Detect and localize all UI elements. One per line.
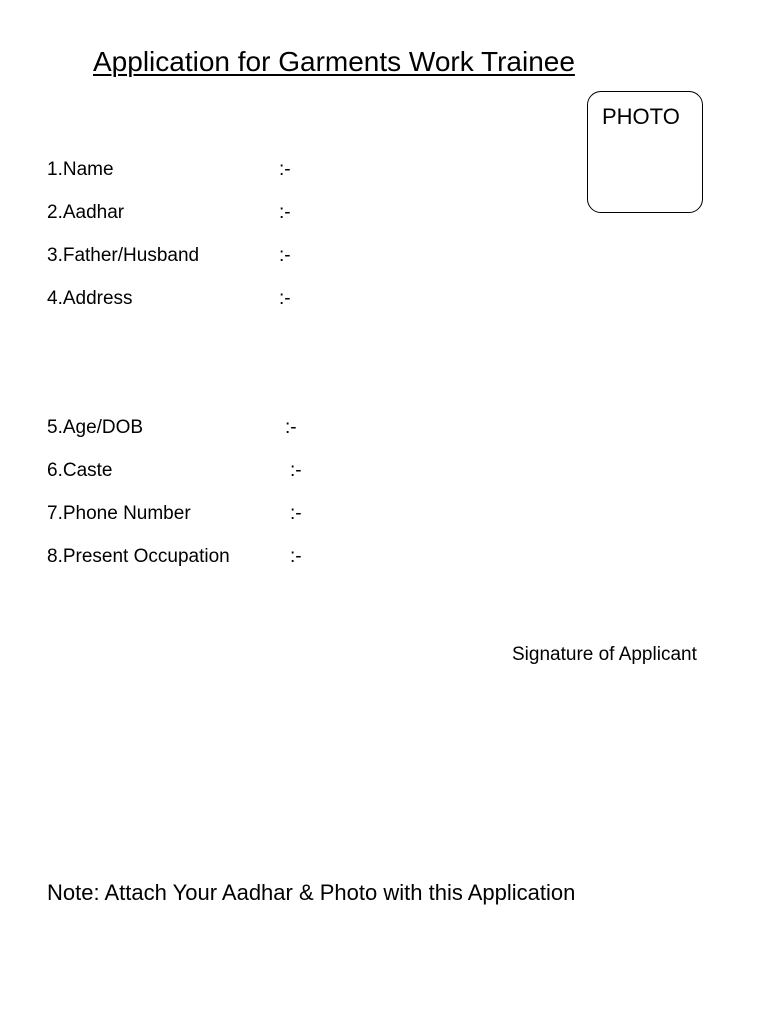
attachment-note: Note: Attach Your Aadhar & Photo with this Application bbox=[47, 880, 576, 905]
field-father-husband-separator: :- bbox=[279, 245, 291, 266]
field-age-dob-label: 5.Age/DOB bbox=[47, 417, 144, 438]
field-present-occupation-label: 8.Present Occupation bbox=[47, 546, 230, 567]
field-address-label: 4.Address bbox=[47, 288, 133, 309]
field-caste-separator: :- bbox=[290, 460, 302, 481]
field-aadhar-separator: :- bbox=[279, 202, 291, 223]
field-name-separator: :- bbox=[279, 159, 291, 180]
field-phone-number-separator: :- bbox=[290, 503, 302, 524]
field-aadhar-label: 2.Aadhar bbox=[47, 202, 125, 223]
field-name-label: 1.Name bbox=[47, 159, 114, 180]
field-father-husband-label: 3.Father/Husband bbox=[47, 245, 200, 266]
field-phone-number-label: 7.Phone Number bbox=[47, 503, 191, 524]
signature-label: Signature of Applicant bbox=[512, 644, 697, 665]
field-age-dob-separator: :- bbox=[285, 417, 297, 438]
photo-label: PHOTO bbox=[602, 104, 680, 129]
form-title: Application for Garments Work Trainee bbox=[93, 46, 575, 77]
field-address-separator: :- bbox=[279, 288, 291, 309]
photo-box bbox=[587, 91, 703, 213]
field-caste-label: 6.Caste bbox=[47, 460, 113, 481]
field-present-occupation-separator: :- bbox=[290, 546, 302, 567]
